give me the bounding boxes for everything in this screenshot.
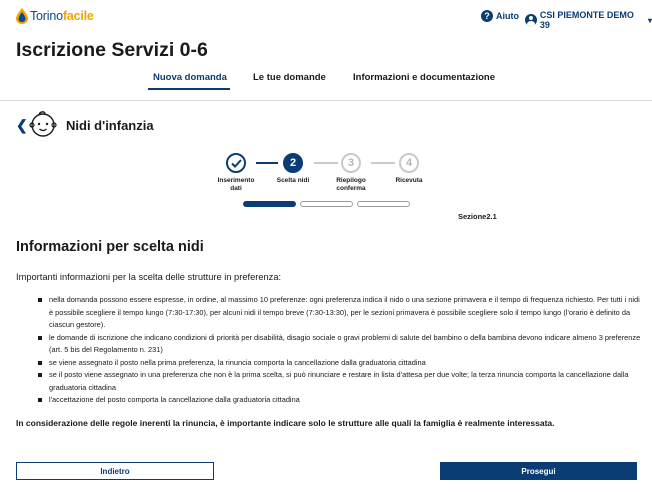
chevron-down-icon: ▾ (647, 15, 652, 25)
tab-nuova-domanda[interactable]: Nuova domanda (153, 72, 227, 83)
list-item: l'accettazione del posto comporta la cancellazione dalla graduatoria cittadina (38, 394, 642, 407)
step-4-label: Ricevuta (395, 177, 423, 184)
progress-segment-empty (300, 201, 353, 207)
progress-segment-filled (243, 201, 296, 207)
tab-informazioni-documentazione[interactable]: Informazioni e documentazione (353, 72, 495, 83)
step-2-label: Scelta nidi (276, 177, 310, 184)
section-code: Sezione2.1 (458, 212, 497, 221)
step-4-circle: 4 (399, 153, 419, 173)
back-button[interactable]: Indietro (16, 462, 214, 480)
progress-segment-empty (357, 201, 410, 207)
torinofacile-logo[interactable] (16, 8, 94, 24)
step-3-label: Riepilogo conferma (336, 177, 366, 192)
list-item: nella domanda possono essere espresse, in ordine, al massimo 10 preferenze: ogni preferenza indica il nido o una sezione primavera e il tempo di frequenza richiesto. Per tutti i nidi è possibile scegliere il tempo lungo (7:30-17:30), per alcuni nidi il tempo breve (7:30-13:30), per le sezioni primavera è possibile scegliere solo il tempo lungo (l'orario è definito da ciascun gestore). (38, 294, 642, 332)
app-title: Iscrizione Servizi 0-6 (16, 39, 208, 61)
help-label: Aiuto (496, 11, 519, 21)
list-item: se il posto viene assegnato in una preferenza che non è la prima scelta, si può rinunciare e restare in lista d'attesa per due volte; la terza rinuncia comporta la cancellazione dalla graduatoria cittadina (38, 369, 642, 394)
rules-list (38, 294, 642, 407)
step-1-label: Inserimento dati (217, 177, 255, 192)
list-item: le domande di iscrizione che indicano condizioni di priorità per disabilità, disagio sociale o gravi problemi di salute del bambino o della bambina devono indicare almeno 3 preferenze (art. 5 bis del Regolamento n. 231) (38, 332, 642, 357)
user-circle-icon (525, 14, 537, 26)
step-1-check-icon (226, 153, 246, 173)
question-circle-icon: ? (481, 10, 493, 22)
step-connector (256, 162, 278, 164)
info-title: Informazioni per scelta nidi (16, 239, 204, 255)
conclusion-text: In considerazione delle regole inerenti la rinuncia, è importante indicare solo le strutture alle quali la famiglia è realmente interessata. (16, 418, 555, 428)
logo-drop-icon (16, 8, 28, 24)
tab-le-tue-domande[interactable]: Le tue domande (253, 72, 326, 83)
chevron-left-icon[interactable]: ❮ (16, 117, 28, 133)
active-tab-indicator (148, 88, 230, 90)
main-tabs (0, 70, 652, 92)
intro-text: Importanti informazioni per la scelta delle strutture in preferenza: (16, 272, 282, 282)
step-connector (371, 162, 395, 164)
user-label: CSI PIEMONTE DEMO 39 (539, 10, 634, 30)
step-connector (314, 162, 338, 164)
step-3-circle: 3 (341, 153, 361, 173)
logo-text: Torinofacile (30, 9, 94, 23)
baby-face-icon (28, 109, 58, 139)
help-link[interactable] (481, 10, 519, 22)
section-title: Nidi d'infanzia (66, 118, 154, 133)
divider (0, 100, 652, 101)
list-item: se viene assegnato il posto nella prima preferenza, la rinuncia comporta la cancellazione dalla graduatoria cittadina (38, 357, 642, 370)
step-2-circle: 2 (283, 153, 303, 173)
user-menu[interactable] (525, 10, 652, 30)
next-button[interactable]: Prosegui (440, 462, 637, 480)
top-bar (0, 0, 652, 32)
